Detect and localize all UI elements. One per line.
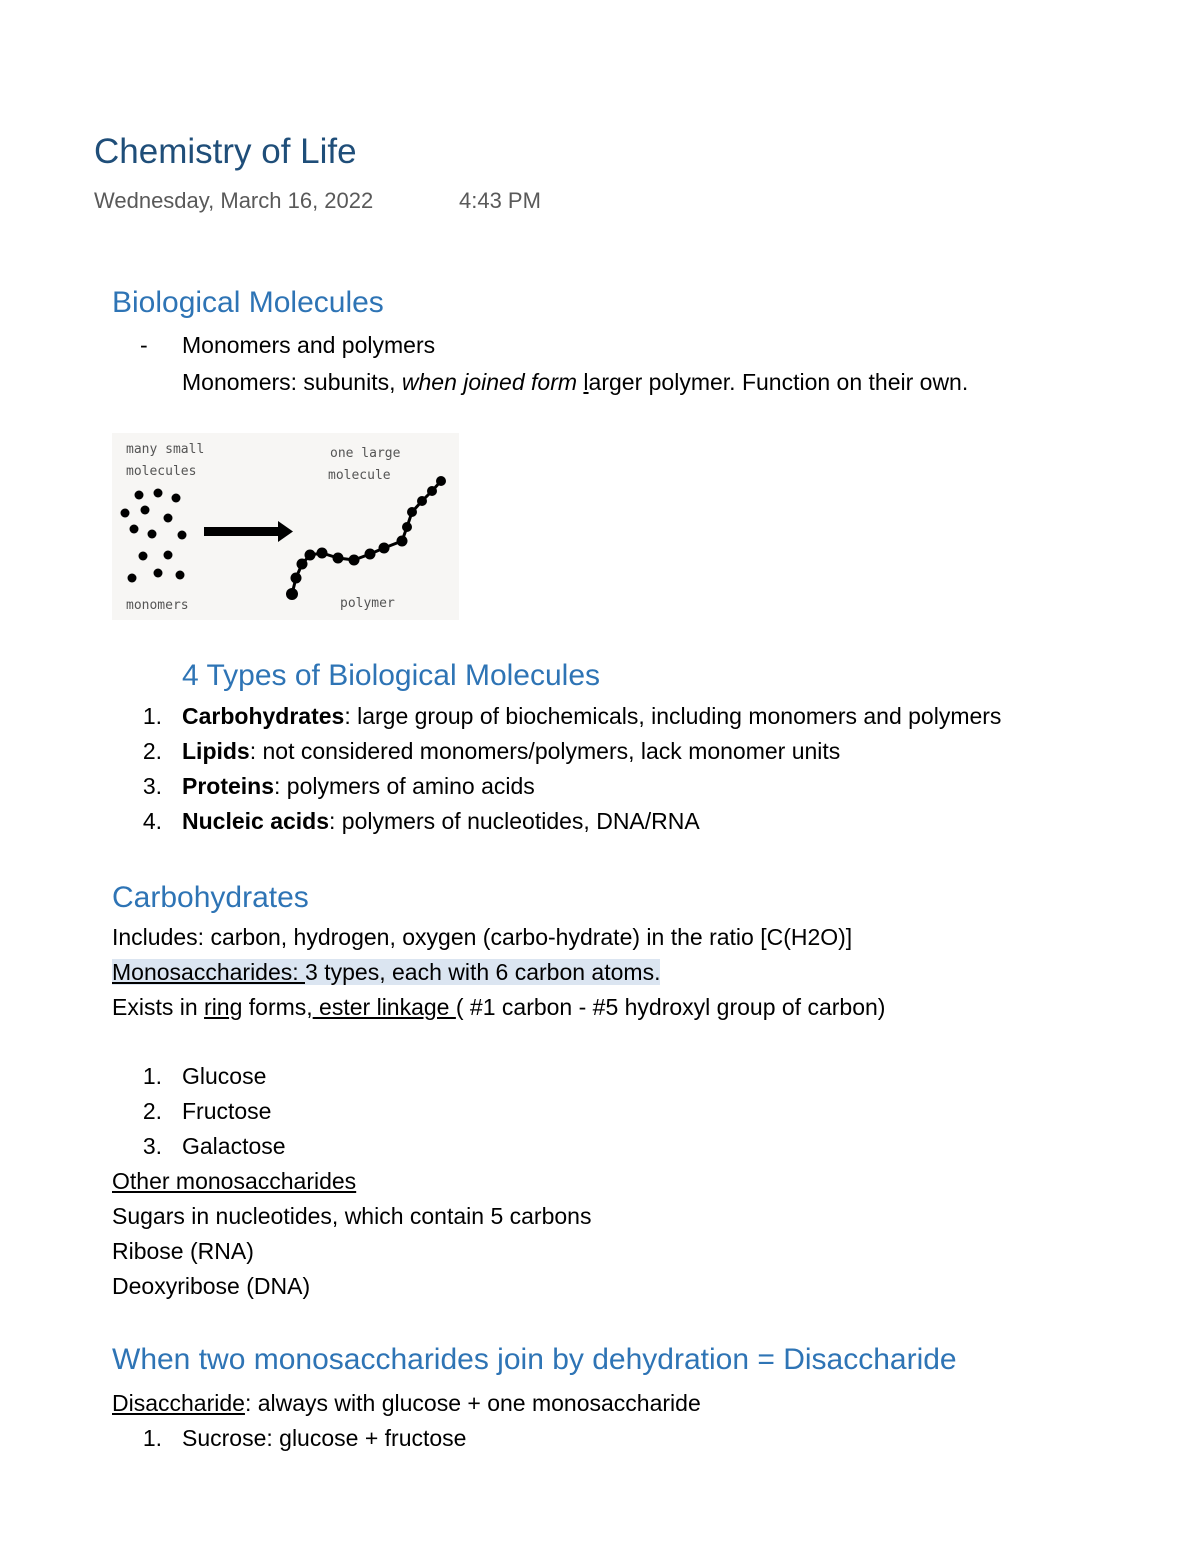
label-monomers: monomers [126, 598, 189, 613]
bullet-marker: - [140, 332, 148, 358]
list-item [112, 1094, 591, 1129]
section-heading-biological-molecules: Biological Molecules [112, 286, 384, 319]
other-monosaccharides-heading: Other monosaccharides [112, 1168, 357, 1194]
section-heading-disaccharides: When two monosaccharides join by dehydration = Disaccharide [112, 1343, 957, 1376]
list-item [112, 1059, 591, 1094]
ring-term: ring [204, 994, 243, 1020]
monosaccharides-text: 3 types, each with 6 carbon atoms. [305, 959, 661, 985]
monomer-polymer-diagram [112, 433, 459, 620]
monomers-definition-prefix: Monomers: subunits, [182, 369, 402, 395]
list-item-desc: : not considered monomers/polymers, lack monomer units [249, 738, 841, 764]
list-item-number: 1. [142, 1063, 162, 1089]
section-heading-carbohydrates: Carbohydrates [112, 881, 309, 914]
list-item-desc: : large group of biochemicals, including monomers and polymers [344, 703, 1002, 729]
label-many-small-2: molecules [126, 464, 197, 479]
list-item-number: 1. [142, 1425, 162, 1451]
label-one-large-1: one large [330, 446, 401, 461]
ring-forms-line [112, 990, 885, 1025]
disaccharide-definition [112, 1386, 701, 1421]
page-time: 4:43 PM [459, 188, 541, 213]
cut-off-list-item [112, 1421, 712, 1451]
list-item-text: Galactose [182, 1133, 286, 1159]
list-item [112, 699, 1001, 734]
list-item-number: 4. [142, 808, 162, 834]
ring-forms-text: forms, [242, 994, 313, 1020]
carbohydrates-block [112, 920, 885, 1025]
ring-forms-prefix: Exists in [112, 994, 205, 1020]
monosaccharide-types-list [112, 1059, 591, 1304]
arrow-icon [204, 521, 293, 542]
four-types-list [112, 699, 1001, 839]
other-line: Deoxyribose (DNA) [112, 1273, 311, 1299]
monomers-definition [182, 365, 968, 400]
polymer-chain [286, 476, 446, 600]
list-item-number: 2. [142, 1098, 162, 1124]
list-item-text: Glucose [182, 1063, 267, 1089]
bullet-monomers-polymers: Monomers and polymers [182, 332, 436, 358]
label-polymer: polymer [340, 596, 395, 611]
list-item [112, 734, 1001, 769]
list-item [112, 804, 1001, 839]
other-line: Ribose (RNA) [112, 1238, 254, 1264]
other-line: Sugars in nucleotides, which contain 5 carbons [112, 1203, 592, 1229]
monomer-dots [121, 489, 187, 583]
monosaccharides-line [112, 955, 885, 990]
list-item-text: Sucrose: glucose + fructose [182, 1425, 467, 1451]
list-item-number: 1. [142, 703, 162, 729]
list-item [112, 769, 1001, 804]
list-item-text: Fructose [182, 1098, 272, 1124]
disaccharide-rest: : always with glucose + one monosaccharide [244, 1390, 701, 1416]
list-item-term: Proteins [182, 773, 275, 799]
list-item-number: 3. [142, 773, 162, 799]
list-item-term: Lipids [182, 738, 250, 764]
page-title: Chemistry of Life [94, 132, 357, 171]
monomers-definition-underlined: l [583, 369, 589, 395]
list-item-number: 2. [142, 738, 162, 764]
monomers-definition-rest: arger polymer. Function on their own. [588, 369, 969, 395]
label-one-large-2: molecule [328, 468, 391, 483]
ring-forms-rest: ( #1 carbon - #5 hydroxyl group of carbon) [455, 994, 886, 1020]
carbohydrates-includes: Includes: carbon, hydrogen, oxygen (carbo-hydrate) in the ratio [C(H2O)] [112, 924, 853, 950]
page-date: Wednesday, March 16, 2022 [94, 188, 374, 213]
ester-linkage-term: ester linkage [312, 994, 456, 1020]
label-many-small-1: many small [126, 442, 205, 457]
list-item-term: Carbohydrates [182, 703, 345, 729]
monosaccharides-label: Monosaccharides: [112, 959, 306, 985]
monomer-polymer-illustration [112, 433, 459, 620]
monomers-definition-italic: when joined form [401, 369, 584, 395]
list-item-desc: : polymers of nucleotides, DNA/RNA [329, 808, 700, 834]
disaccharide-label: Disaccharide [112, 1390, 245, 1416]
list-item [112, 1129, 591, 1164]
list-item-desc: : polymers of amino acids [274, 773, 535, 799]
section-heading-four-types: 4 Types of Biological Molecules [182, 659, 601, 692]
list-item-term: Nucleic acids [182, 808, 330, 834]
list-item-number: 3. [142, 1133, 162, 1159]
